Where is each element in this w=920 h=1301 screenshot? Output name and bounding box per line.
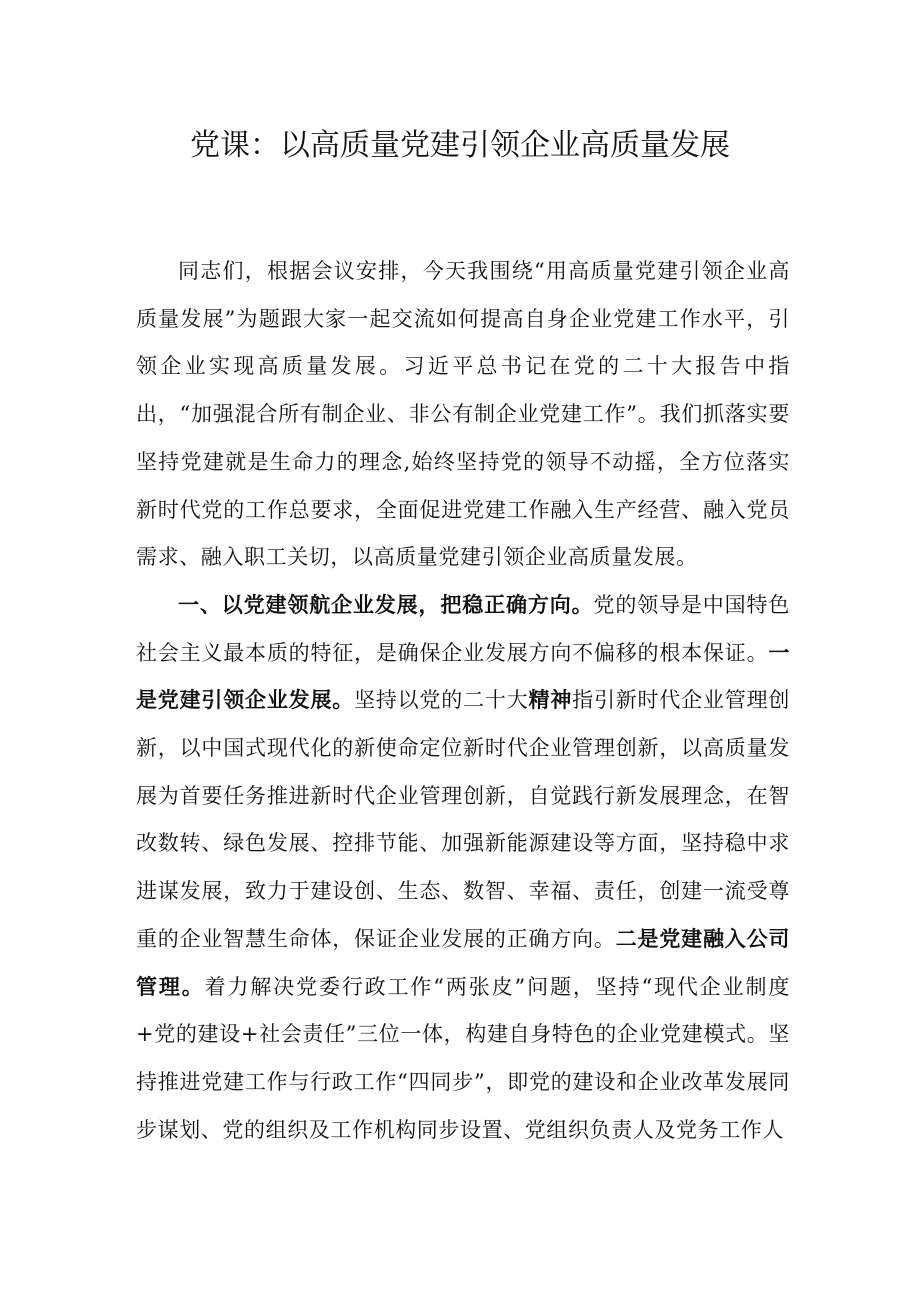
point-one-text-rest: 指引新时代企业管理创新，以中国式现代化的新使命定位新时代企业管理创新，以高质量发展为首要任务推进新时代企业管理创新，自觉践行新发展理念，在智改数转、绿色发展、控排节能、加强新能源建设等方面，坚持稳中求进谋发展，致力于建设创、生态、数智、幸福、责任，创建一流受尊重的企业智慧生命体，保证企业发展的正确方向。 [136,688,790,951]
point-one-label: 一是党建引领企业发展。 [136,640,790,713]
point-two-text: 着力解决党委行政工作“两张皮”问题，坚持“现代企业制度+党的建设+社会责任”三位一体，构建自身特色的企业党建模式。坚持推进党建工作与行政工作“四同步”，即党的建设和企业改革发展同步谋划、党的组织及工作机构同步设置、党组织负责人及党务工作人 [136,974,790,1142]
section-one-paragraph [136,582,790,1154]
keyword-spirit: 精神 [528,688,573,713]
document-body [136,248,790,1154]
section-one-text: 党的领导是中国特色社会主义最本质的特征，是确保企业发展方向不偏移的根本保证。 [136,592,790,665]
point-two-label: 二是党建融入公司管理。 [136,926,790,999]
document-title: 党课：以高质量党建引领企业高质量发展 [190,128,730,163]
section-one-heading: 一、以党建领航企业发展，把稳正确方向。 [178,592,594,617]
intro-paragraph: 同志们，根据会议安排，今天我围绕“用高质量党建引领企业高质量发展”为题跟大家一起交流如何提高自身企业党建工作水平，引领企业实现高质量发展。习近平总书记在党的二十大报告中指出，“加强混合所有制企业、非公有制企业党建工作”。我们抓落实要坚持党建就是生命力的理念,始终坚持党的领导不动摇，全方位落实新时代党的工作总要求，全面促进党建工作融入生产经营、融入党员需求、融入职工关切，以高质量党建引领企业高质量发展。 [136,259,790,570]
point-one-text-start: 坚持以党的二十大 [354,688,529,713]
